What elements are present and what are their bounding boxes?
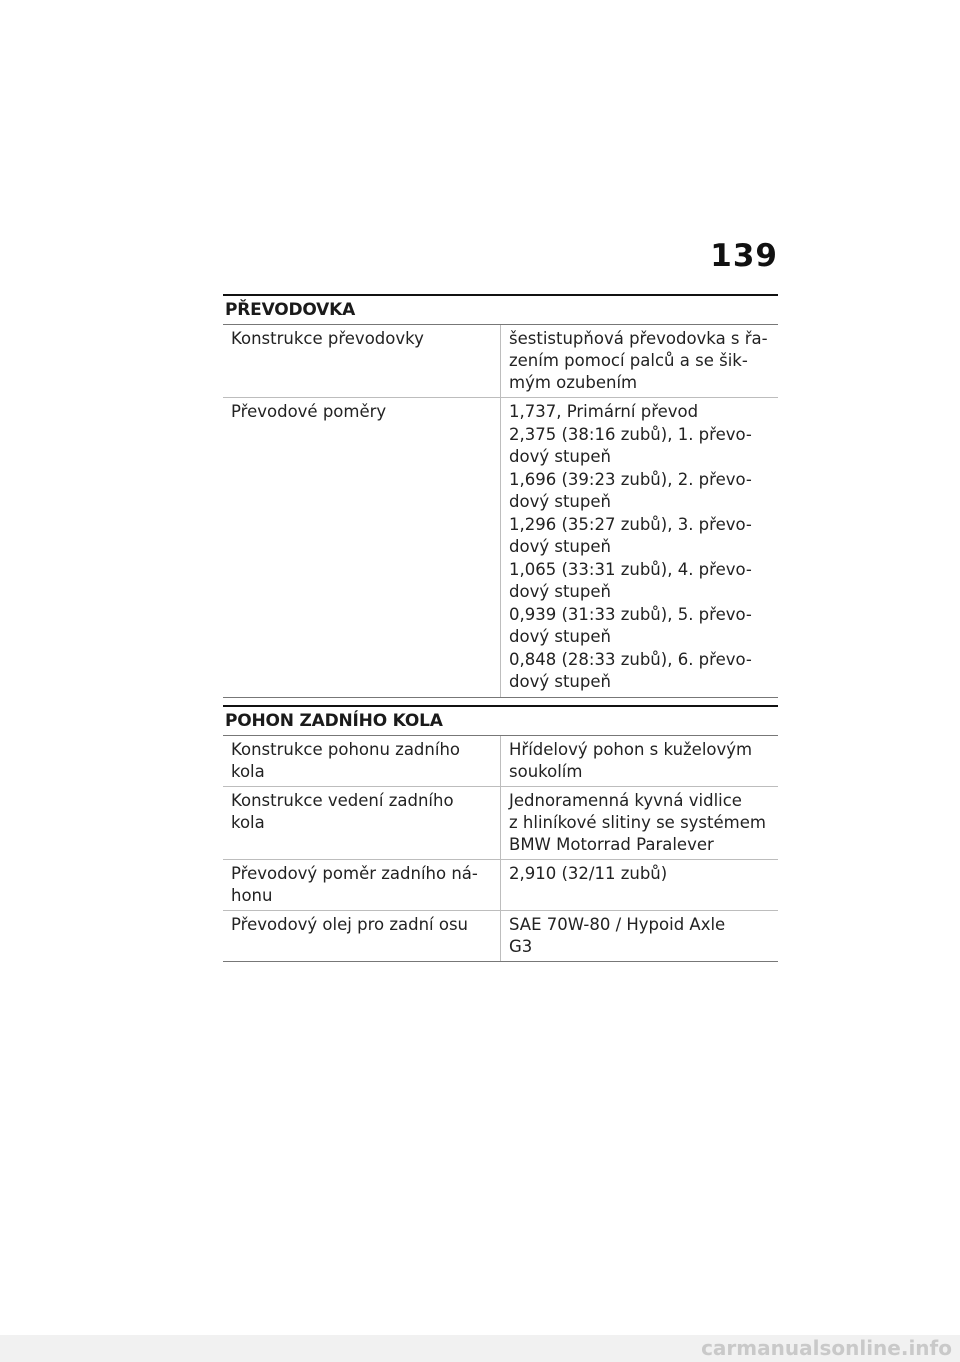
label-line: kola <box>231 813 265 832</box>
spec-label <box>223 398 500 697</box>
spec-label <box>223 911 500 961</box>
spec-row-final-drive-ratio <box>223 860 778 911</box>
value-line: 1,696 (39:23 zubů), 2. převo- <box>509 469 752 489</box>
section-title: PŘEVODOVKA <box>225 300 356 320</box>
spec-label <box>223 860 500 910</box>
label-line: kola <box>231 762 265 781</box>
value-line: 0,848 (28:33 zubů), 6. převo- <box>509 649 752 669</box>
value-line: Hřídelový pohon s kuželovým <box>509 740 753 759</box>
section-title: POHON ZADNÍHO KOLA <box>225 711 443 731</box>
value-line: dový stupeň <box>509 672 611 691</box>
value-line: SAE 70W-80 / Hypoid Axle <box>509 915 726 934</box>
value-line: Jednoramenná kyvná vidlice <box>509 791 742 810</box>
label-line: Konstrukce vedení zadního <box>231 791 454 810</box>
value-line: 1,065 (33:31 zubů), 4. převo- <box>509 559 752 579</box>
spec-row-drive-design <box>223 736 778 787</box>
value-line: šestistupňová převodovka s řa- <box>509 329 768 348</box>
value-line: 0,939 (31:33 zubů), 5. převo- <box>509 604 752 624</box>
value-line: soukolím <box>509 762 583 781</box>
value-line: dový stupeň <box>509 537 611 556</box>
section-gearbox <box>223 294 778 698</box>
value-line: 1,296 (35:27 zubů), 3. převo- <box>509 514 752 534</box>
label-line: honu <box>231 886 273 905</box>
value-line: 2,910 (32/11 zubů) <box>509 864 668 883</box>
value-line: mým ozubením <box>509 373 638 392</box>
value-line: dový stupeň <box>509 447 611 466</box>
page-number: 139 <box>710 238 778 274</box>
value-line: dový stupeň <box>509 492 611 511</box>
label-line: Převodové poměry <box>231 402 387 421</box>
value-line: zením pomocí palců a se šik- <box>509 351 748 370</box>
spec-row-gear-ratios <box>223 398 778 698</box>
value-line: dový stupeň <box>509 582 611 601</box>
label-line: Konstrukce pohonu zadního <box>231 740 461 759</box>
value-line: 2,375 (38:16 zubů), 1. převo- <box>509 424 752 444</box>
spec-row-axle-oil <box>223 911 778 962</box>
section-rear-wheel-drive <box>223 705 778 962</box>
value-line: 1,737, Primární převod <box>509 402 699 421</box>
label-line: Převodový poměr zadního ná- <box>231 864 478 883</box>
spec-value <box>500 325 778 397</box>
spec-label <box>223 787 500 859</box>
spec-value <box>500 398 778 697</box>
spec-value <box>500 860 778 910</box>
footer-watermark: carmanualsonline.info <box>0 1335 960 1362</box>
value-line: dový stupeň <box>509 627 611 646</box>
label-line: Převodový olej pro zadní osu <box>231 915 469 934</box>
value-line: G3 <box>509 937 533 956</box>
spec-value <box>500 911 778 961</box>
spec-label <box>223 736 500 786</box>
spec-value <box>500 736 778 786</box>
spec-row-wheel-guidance <box>223 787 778 860</box>
label-line: Konstrukce převodovky <box>231 329 424 348</box>
spec-label <box>223 325 500 397</box>
value-line: BMW Motorrad Paralever <box>509 835 714 854</box>
value-line: z hliníkové slitiny se systémem <box>509 813 766 832</box>
spec-value <box>500 787 778 859</box>
spec-row-gearbox-design <box>223 325 778 398</box>
